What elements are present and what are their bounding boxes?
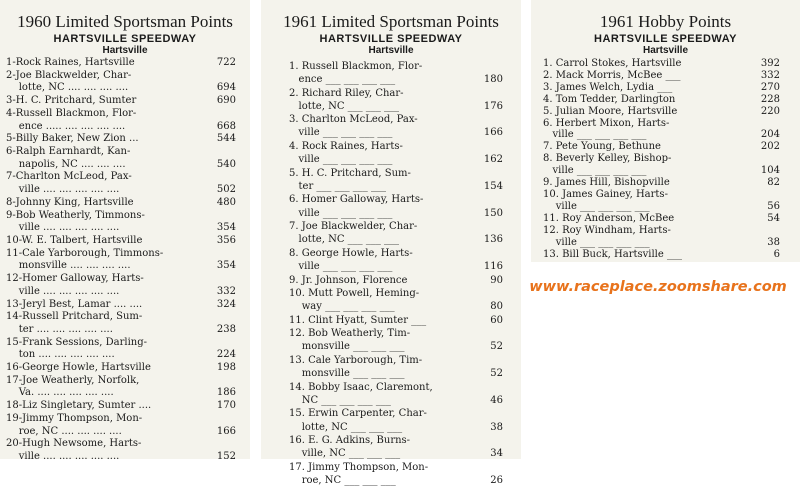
standing-entry bbox=[289, 434, 503, 460]
points-value: 186 bbox=[216, 387, 236, 399]
points-value: 180 bbox=[483, 74, 503, 86]
standing-entry bbox=[6, 438, 236, 463]
driver-text: 10-W. E. Talbert, Hartsville bbox=[6, 235, 143, 246]
driver-text: 10. James Gainey, Harts- ville ___ ___ ___ ___ bbox=[543, 188, 668, 212]
points-value: 90 bbox=[490, 274, 503, 286]
points-value: 354 bbox=[216, 222, 236, 234]
standing-entry bbox=[543, 70, 780, 82]
standing-entry bbox=[289, 287, 503, 313]
driver-text: 4. Rock Raines, Harts- ville ___ ___ ___ ___ bbox=[289, 141, 403, 166]
standing-entry bbox=[543, 249, 780, 261]
points-value: 690 bbox=[216, 95, 236, 107]
standing-entry bbox=[6, 210, 236, 235]
points-value: 324 bbox=[216, 298, 236, 310]
standing-entry bbox=[543, 82, 780, 94]
standing-entry bbox=[289, 461, 503, 487]
points-value: 80 bbox=[490, 301, 503, 313]
standing-entry bbox=[6, 171, 236, 196]
standing-entry bbox=[543, 225, 780, 249]
standing-entry bbox=[6, 400, 236, 413]
driver-text: 4. Tom Tedder, Darlington bbox=[543, 93, 676, 105]
driver-text: 15-Frank Sessions, Darling- ton .... .... .... .... .... bbox=[6, 336, 148, 361]
track-name: HARTSVILLE SPEEDWAY bbox=[319, 33, 463, 45]
standing-entry bbox=[6, 70, 236, 95]
points-value: 38 bbox=[767, 236, 780, 248]
standing-entry bbox=[543, 106, 780, 118]
standing-entry bbox=[543, 94, 780, 106]
clipping-title: 1961 Limited Sportsman Points bbox=[283, 12, 499, 31]
points-value: 46 bbox=[490, 394, 503, 406]
points-clipping-1961-limited bbox=[261, 0, 521, 486]
standing-entry bbox=[289, 354, 503, 380]
points-value: 204 bbox=[760, 129, 780, 141]
driver-text: 7. Pete Young, Bethune bbox=[543, 141, 661, 153]
standing-entry bbox=[543, 58, 780, 70]
standing-entry bbox=[543, 153, 780, 177]
standing-entry bbox=[6, 133, 236, 146]
standing-entry bbox=[289, 113, 503, 139]
standing-entry bbox=[6, 235, 236, 248]
driver-text: 6. Herbert Mixon, Harts- ville ___ ___ ___ ___ bbox=[543, 117, 670, 141]
standing-entry bbox=[6, 146, 236, 171]
standing-entry bbox=[289, 167, 503, 193]
driver-text: 1. Russell Blackmon, Flor- ence ___ ___ ___ ___ bbox=[289, 61, 423, 86]
track-name: HARTSVILLE SPEEDWAY bbox=[53, 33, 197, 45]
driver-text: 11. Roy Anderson, McBee bbox=[543, 212, 675, 224]
standing-entry bbox=[289, 327, 503, 353]
driver-text: 12. Bob Weatherly, Tim- monsville ___ ___ ___ bbox=[289, 328, 411, 353]
points-value: 170 bbox=[216, 400, 236, 412]
driver-text: 11. Clint Hyatt, Sumter ___ bbox=[289, 314, 427, 326]
points-value: 82 bbox=[767, 177, 780, 189]
town-name: Hartsville bbox=[642, 45, 689, 56]
points-value: 116 bbox=[483, 260, 503, 272]
driver-text: 11-Cale Yarborough, Timmons- monsville .... .... .... .... bbox=[6, 247, 164, 272]
driver-text: 19-Jimmy Thompson, Mon- roe, NC .... .... .... .... bbox=[6, 413, 143, 437]
standing-entry bbox=[6, 108, 236, 133]
points-value: 38 bbox=[490, 421, 503, 433]
driver-text: 3. James Welch, Lydia ___ bbox=[543, 81, 673, 93]
driver-text: 1. Carrol Stokes, Hartsville bbox=[543, 58, 682, 69]
points-value: 502 bbox=[216, 184, 236, 196]
driver-text: 2-Joe Blackwelder, Char- lotte, NC .... .... .... .... bbox=[6, 69, 132, 94]
driver-text: 8. George Howle, Harts- ville ___ ___ ___ ___ bbox=[289, 247, 413, 272]
standing-entry bbox=[289, 220, 503, 246]
standing-entry bbox=[6, 311, 236, 336]
driver-text: 8-Johnny King, Hartsville bbox=[6, 196, 134, 208]
standing-entry bbox=[289, 60, 503, 86]
standing-entry bbox=[6, 57, 236, 70]
driver-text: 3-H. C. Pritchard, Sumter bbox=[6, 95, 137, 107]
points-value: 544 bbox=[216, 133, 236, 145]
standing-entry bbox=[6, 197, 236, 210]
points-value: 26 bbox=[490, 474, 503, 486]
points-value: 220 bbox=[760, 105, 780, 117]
points-value: 722 bbox=[216, 57, 236, 68]
driver-text: 4-Russell Blackmon, Flor- ence ..... .... .... .... .... bbox=[6, 107, 137, 132]
driver-text: 7. Joe Blackwelder, Char- lotte, NC ___ ___ ___ bbox=[289, 221, 418, 246]
points-value: 152 bbox=[216, 450, 236, 462]
standing-entry bbox=[543, 189, 780, 213]
driver-text: 16-George Howle, Hartsville bbox=[6, 362, 151, 374]
standings-list bbox=[6, 57, 236, 464]
driver-text: 3. Charlton McLeod, Pax- ville ___ ___ ___ ___ bbox=[289, 114, 418, 139]
driver-text: 6-Ralph Earnhardt, Kan- napolis, NC .... .... .... bbox=[6, 146, 131, 170]
points-value: 224 bbox=[216, 349, 236, 361]
points-value: 694 bbox=[216, 82, 236, 94]
standing-entry bbox=[6, 273, 236, 298]
points-value: 136 bbox=[483, 234, 503, 246]
standing-entry bbox=[289, 247, 503, 273]
points-value: 392 bbox=[760, 58, 780, 69]
points-value: 354 bbox=[216, 260, 236, 272]
points-value: 150 bbox=[483, 207, 503, 219]
standing-entry bbox=[289, 314, 503, 327]
clipping-title: 1960 Limited Sportsman Points bbox=[17, 12, 233, 31]
standing-entry bbox=[6, 337, 236, 362]
points-value: 154 bbox=[483, 180, 503, 192]
points-value: 104 bbox=[760, 165, 780, 177]
standings-list bbox=[289, 60, 503, 487]
points-value: 56 bbox=[767, 200, 780, 212]
points-value: 166 bbox=[483, 127, 503, 139]
driver-text: 2. Richard Riley, Char- lotte, NC ___ ___ ___ bbox=[289, 87, 404, 112]
points-value: 166 bbox=[216, 425, 236, 437]
standing-entry bbox=[6, 375, 236, 400]
driver-text: 9. Jr. Johnson, Florence bbox=[289, 274, 408, 286]
driver-text: 13. Bill Buck, Hartsville ___ bbox=[543, 248, 682, 260]
standing-entry bbox=[543, 118, 780, 142]
points-value: 52 bbox=[490, 341, 503, 353]
driver-text: 18-Liz Singletary, Sumter .... bbox=[6, 400, 152, 412]
standing-entry bbox=[543, 141, 780, 153]
standing-entry bbox=[289, 87, 503, 113]
driver-text: 13. Cale Yarborough, Tim- monsville ___ ___ ___ bbox=[289, 355, 423, 380]
driver-text: 9-Bob Weatherly, Timmons- ville .... .... .... .... .... bbox=[6, 209, 145, 234]
points-value: 238 bbox=[216, 323, 236, 335]
standing-entry bbox=[6, 299, 236, 312]
points-value: 270 bbox=[760, 81, 780, 93]
driver-text: 6. Homer Galloway, Harts- ville ___ ___ ___ ___ bbox=[289, 194, 424, 219]
driver-text: 16. E. G. Adkins, Burns- ville, NC ___ ___ ___ bbox=[289, 435, 411, 460]
points-value: 332 bbox=[760, 69, 780, 81]
track-name: HARTSVILLE SPEEDWAY bbox=[594, 33, 737, 45]
standing-entry bbox=[6, 248, 236, 273]
standing-entry bbox=[289, 407, 503, 433]
driver-text: 15. Erwin Carpenter, Char- lotte, NC ___ ___ ___ bbox=[289, 408, 427, 433]
driver-text: 2. Mack Morris, McBee ___ bbox=[543, 69, 681, 81]
standing-entry bbox=[289, 193, 503, 219]
standing-entry bbox=[543, 213, 780, 225]
points-value: 668 bbox=[216, 120, 236, 132]
driver-text: 17. Jimmy Thompson, Mon- roe, NC ___ ___ ___ bbox=[289, 461, 429, 486]
driver-text: 9. James Hill, Bishopville bbox=[543, 177, 670, 189]
website-url: www.raceplace.zoomshare.com bbox=[529, 279, 787, 295]
points-value: 34 bbox=[490, 448, 503, 460]
points-clipping-1960-limited bbox=[0, 0, 250, 462]
points-value: 202 bbox=[760, 141, 780, 153]
standing-entry bbox=[289, 381, 503, 407]
points-value: 162 bbox=[483, 154, 503, 166]
points-value: 54 bbox=[767, 212, 780, 224]
driver-text: 20-Hugh Newsome, Harts- ville .... .... .... .... .... bbox=[6, 438, 142, 462]
points-value: 176 bbox=[483, 100, 503, 112]
points-value: 480 bbox=[216, 196, 236, 208]
driver-text: 12-Homer Galloway, Harts- ville .... .... .... .... .... bbox=[6, 273, 144, 297]
points-value: 6 bbox=[773, 248, 780, 260]
points-value: 540 bbox=[216, 158, 236, 170]
driver-text: 5. Julian Moore, Hartsville bbox=[543, 105, 678, 117]
clipping-title: 1961 Hobby Points bbox=[599, 12, 732, 31]
driver-text: 7-Charlton McLeod, Pax- ville .... .... .... .... .... bbox=[6, 171, 132, 196]
points-value: 60 bbox=[490, 314, 503, 326]
driver-text: 17-Joe Weatherly, Norfolk, Va. .... .... .... .... .... bbox=[6, 374, 140, 399]
town-name: Hartsville bbox=[368, 45, 414, 56]
driver-text: 5. H. C. Pritchard, Sum- ter ___ ___ ___ ___ bbox=[289, 167, 411, 192]
standing-entry bbox=[289, 140, 503, 166]
standing-entry bbox=[6, 95, 236, 108]
points-clipping-1961-hobby bbox=[531, 0, 800, 262]
points-value: 228 bbox=[760, 93, 780, 105]
driver-text: 5-Billy Baker, New Zion ... bbox=[6, 133, 139, 145]
standing-entry bbox=[543, 177, 780, 189]
points-value: 198 bbox=[216, 362, 236, 374]
points-value: 356 bbox=[216, 235, 236, 246]
standing-entry bbox=[289, 274, 503, 287]
points-value: 332 bbox=[216, 285, 236, 297]
driver-text: 13-Jeryl Best, Lamar .... .... bbox=[6, 298, 143, 310]
driver-text: 14. Bobby Isaac, Claremont, NC ___ ___ ___ ___ bbox=[289, 381, 433, 406]
driver-text: 10. Mutt Powell, Heming- way ___ ___ ___ ___ bbox=[289, 288, 420, 313]
standing-entry bbox=[6, 362, 236, 375]
driver-text: 1-Rock Raines, Hartsville bbox=[6, 57, 135, 68]
standing-entry bbox=[6, 413, 236, 438]
driver-text: 8. Beverly Kelley, Bishop- ville ___ ___ ___ ___ bbox=[543, 153, 672, 177]
standings-list bbox=[543, 58, 780, 260]
driver-text: 12. Roy Windham, Harts- ville ___ ___ ___ ___ bbox=[543, 224, 671, 248]
town-name: Hartsville bbox=[102, 45, 148, 56]
driver-text: 14-Russell Pritchard, Sum- ter .... .... .... .... .... bbox=[6, 311, 143, 335]
points-value: 52 bbox=[490, 368, 503, 380]
